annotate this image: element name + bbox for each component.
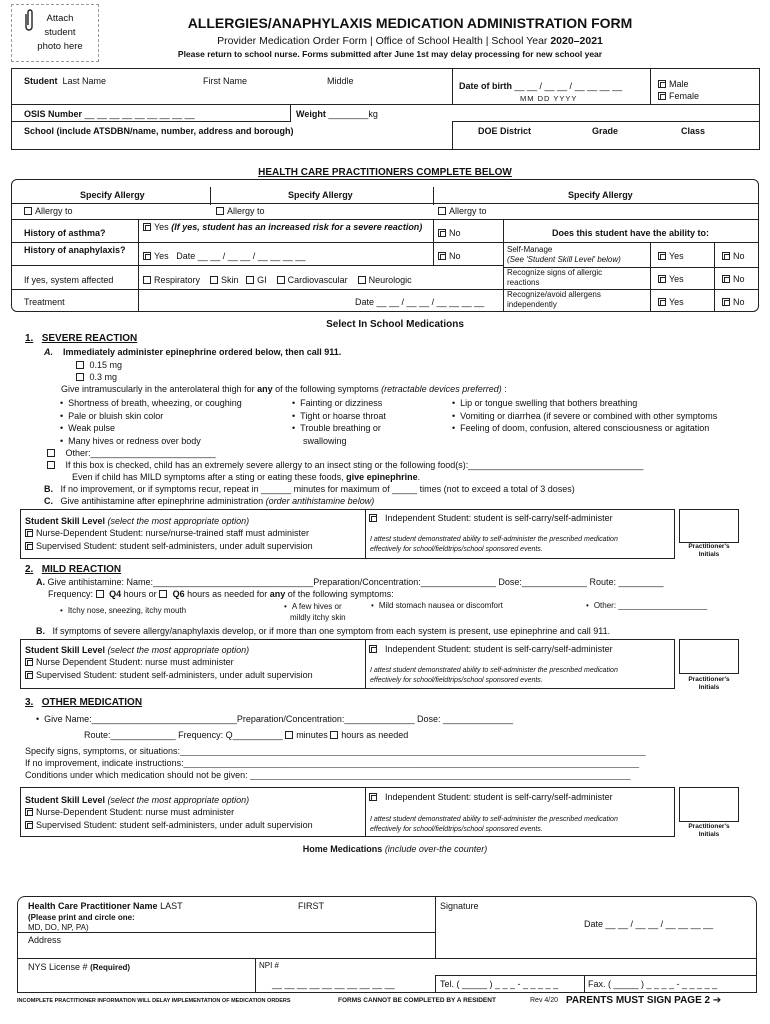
initials-box-2[interactable]	[679, 639, 739, 674]
anaph-label: History of anaphylaxis?	[24, 245, 126, 255]
initials-1	[672, 543, 746, 559]
skin-checkbox[interactable]	[210, 276, 218, 284]
severe-other-checkbox[interactable]	[47, 449, 55, 457]
skill-3-nurse[interactable]	[25, 807, 234, 817]
male-option[interactable]	[658, 78, 699, 90]
class-label[interactable]: Class	[681, 126, 706, 136]
hcp-header: HEALTH CARE PRACTITIONERS COMPLETE BELOW	[258, 167, 512, 178]
mild-b	[36, 626, 610, 636]
mild-b-label: B.	[36, 626, 45, 636]
mild-heading	[25, 564, 121, 575]
other-no-improve[interactable]: If no improvement, indicate instructions:___________________________________________________________________________________________	[25, 758, 640, 768]
skill-3-supervised[interactable]	[25, 820, 313, 830]
system-options	[143, 275, 412, 285]
severe-food-checkbox[interactable]	[47, 461, 55, 469]
severe-other[interactable]	[47, 448, 216, 458]
severe-symptoms-col2	[292, 397, 386, 447]
severe-a	[44, 347, 341, 357]
mild-sym-2	[284, 601, 346, 623]
skill-3-independent-label: Independent Student: student is self-carry/self-administer	[385, 792, 613, 802]
school-label[interactable]: School (include ATSDBN/name, number, address and borough)	[24, 126, 294, 136]
mild-num: 2.	[25, 564, 34, 575]
severe-food-text: If this box is checked, child has an extremely severe allergy to an insect sting or the following food(s):___________________________________	[65, 460, 644, 470]
neuro-checkbox[interactable]	[358, 276, 366, 284]
skill-2-independent-checkbox[interactable]	[369, 645, 377, 653]
initials-3-line1: Practitioner's	[688, 823, 730, 830]
mild-sym-3: • Mild stomach nausea or discomfort	[371, 601, 503, 610]
skill-3-nurse-checkbox[interactable]	[25, 808, 33, 816]
asthma-yes-checkbox[interactable]	[143, 223, 151, 231]
severe-b[interactable]	[44, 484, 575, 494]
gi-label: GI	[257, 275, 267, 285]
ability-2-no[interactable]	[722, 274, 745, 284]
skill-1-nurse[interactable]	[25, 528, 309, 538]
sym-pulse: • Weak pulse	[60, 422, 242, 435]
sym-pale: • Pale or bluish skin color	[60, 410, 242, 423]
give-any: any	[257, 384, 273, 394]
skill-1-label	[25, 516, 249, 526]
dob-format: MM DD YYYY	[520, 94, 578, 103]
mild-b-text: If symptoms of severe allergy/anaphylaxis develop, or if more than one symptom from each system is present, use epinephrine and call 911.	[52, 626, 611, 636]
specify-allergy-3: Specify Allergy	[568, 190, 633, 200]
allergy-to-1-label: Allergy to	[35, 206, 73, 216]
treatment-date[interactable]	[355, 297, 484, 307]
osis-label: OSIS Number	[24, 109, 83, 119]
initials-2	[672, 676, 746, 692]
skill-1-nurse-label: Nurse-Dependent Student: nurse/nurse-trained staff must administer	[36, 528, 309, 538]
home-meds[interactable]	[0, 844, 770, 854]
allergy-to-2-label: Allergy to	[227, 206, 265, 216]
skill-3-independent-checkbox[interactable]	[369, 793, 377, 801]
weight-unit: ________kg	[328, 109, 378, 119]
ability-3-yes-label: Yes	[669, 297, 684, 307]
cardio-checkbox[interactable]	[277, 276, 285, 284]
skill-2-title: Student Skill Level	[25, 645, 106, 655]
dose-03-label: 0.3 mg	[89, 372, 118, 382]
home-meds-label: Home Medications	[302, 844, 383, 854]
ability-3-line2: independently	[507, 300, 557, 309]
male-label: Male	[669, 79, 689, 89]
school-year: 2020–2021	[550, 35, 603, 47]
sym-lip: • Lip or tongue swelling that bothers breathing	[452, 397, 717, 410]
freq-3: of the following symptoms:	[285, 589, 394, 599]
osis-blank: __ __ __ __ __ __ __ __ __	[84, 109, 195, 119]
skill-3-supervised-label: Supervised Student: student self-administers, under adult supervision	[36, 820, 313, 830]
practitioner-name-label: Health Care Practitioner Name	[28, 901, 158, 911]
skill-2-note: (select the most appropriate option)	[107, 645, 250, 655]
initials-2-line1: Practitioner's	[688, 676, 730, 683]
photo-label-3: photo here	[37, 41, 83, 52]
weight-label: Weight	[296, 109, 326, 119]
sym-swallowing: swallowing	[303, 435, 347, 446]
skill-2-nurse-checkbox[interactable]	[25, 658, 33, 666]
practitioner-address[interactable]: Address	[28, 935, 62, 945]
q6-checkbox[interactable]	[159, 590, 167, 598]
tel-field[interactable]: Tel. ( _____ ) _ _ _ - _ _ _ _ _	[440, 979, 559, 989]
ability-recognize	[507, 268, 602, 288]
osis-field[interactable]	[24, 109, 195, 119]
practitioner-date-label: Date	[584, 919, 604, 929]
other-num: 3.	[25, 697, 34, 708]
severe-symptoms-col1	[60, 397, 242, 447]
sym-breath: • Shortness of breath, wheezing, or coughing	[60, 397, 242, 410]
asthma-no[interactable]	[438, 228, 461, 238]
ability-header: Does this student have the ability to:	[552, 228, 710, 238]
photo-label	[30, 12, 90, 54]
severe-c-text-2: (order antihistamine below)	[265, 496, 375, 506]
mild-sym-4: • Other: ____________________	[586, 601, 707, 610]
practitioner-date-blank: __ __ / __ __ / __ __ __ __	[605, 919, 714, 929]
grade-label[interactable]: Grade	[592, 126, 619, 136]
system-skin[interactable]	[210, 275, 239, 285]
skill-1-supervised[interactable]	[25, 541, 313, 551]
female-option[interactable]	[658, 90, 699, 102]
treatment-label[interactable]: Treatment	[24, 297, 65, 307]
form-title: ALLERGIES/ANAPHYLAXIS MEDICATION ADMINISTRATION FORM	[187, 15, 633, 31]
severe-b-text: If no improvement, or if symptoms recur, repeat in ______ minutes for maximum of _____ times (not to exceed a total of 3 doses)	[60, 484, 575, 494]
ability-3-no-label: No	[733, 297, 745, 307]
skill-2-supervised-label: Supervised Student: student self-administers, under adult supervision	[36, 670, 313, 680]
severe-num: 1.	[25, 333, 34, 344]
dose-015[interactable]	[76, 360, 122, 370]
sym-fainting: • Fainting or dizziness	[292, 397, 386, 410]
female-label: Female	[669, 91, 700, 101]
severe-a-text: Immediately administer epinephrine ordered below, then call 911.	[63, 347, 342, 357]
treatment-date-blank: __ __ / __ __ / __ __ __ __	[376, 297, 485, 307]
sym-hives: • Many hives or redness over body	[60, 435, 242, 448]
ability-2-no-label: No	[733, 274, 745, 284]
dose-015-label: 0.15 mg	[89, 360, 123, 370]
subtitle-text: Provider Medication Order Form | Office of School Health | School Year	[217, 35, 551, 47]
severe-even-if	[72, 472, 420, 482]
ability-2-yes[interactable]	[658, 274, 684, 284]
mild-a-text: Give antihistamine: Name:________________________________Preparation/Concentration:_______________ Dose:_____________ Route: _________	[47, 577, 664, 587]
dose-03[interactable]	[76, 372, 117, 382]
neuro-label: Neurologic	[368, 275, 412, 285]
anaph-yes-checkbox[interactable]	[143, 252, 151, 260]
student-name-row	[24, 76, 106, 86]
license-required: (Required)	[90, 963, 131, 972]
skill-3-independent[interactable]	[369, 792, 613, 802]
severe-other-label: Other:_________________________	[65, 448, 216, 458]
even-if-2: give epinephrine	[346, 472, 418, 482]
allergy-to-3[interactable]	[438, 206, 487, 216]
npi-label[interactable]: NPI #	[259, 961, 280, 970]
ability-2-yes-checkbox[interactable]	[658, 275, 666, 283]
skill-2-independent[interactable]	[369, 644, 613, 654]
severe-a-label: A.	[44, 347, 53, 357]
form-subtitle	[150, 35, 670, 47]
gi-checkbox[interactable]	[246, 276, 254, 284]
anaph-no[interactable]	[438, 251, 461, 261]
skill-1-attest: I attest student demonstrated ability to self-administer the prescribed medication effectively for school/fieldtrips/school sponsored events.	[370, 536, 618, 553]
ability-1-line2: (See 'Student Skill Level' below)	[507, 255, 621, 264]
q4-checkbox[interactable]	[96, 590, 104, 598]
give-colon: :	[501, 384, 507, 394]
allergy-to-3-label: Allergy to	[449, 206, 487, 216]
mild-title: MILD REACTION	[41, 564, 122, 575]
severe-food[interactable]	[47, 460, 643, 470]
dob-field[interactable]	[459, 81, 622, 91]
ability-2-yes-label: Yes	[669, 274, 684, 284]
form-notice: Please return to school nurse. Forms submitted after June 1st may delay processing for new school year	[177, 49, 603, 59]
ability-1-no[interactable]	[722, 251, 745, 261]
ability-1-yes[interactable]	[658, 251, 684, 261]
skill-3-note: (select the most appropriate option)	[107, 795, 250, 805]
give-intramuscular	[61, 384, 507, 394]
home-meds-note: (include over-the counter)	[384, 844, 488, 854]
allergy-1-checkbox[interactable]	[24, 207, 32, 215]
dose-015-checkbox[interactable]	[76, 361, 84, 369]
skill-1-nurse-checkbox[interactable]	[25, 529, 33, 537]
ability-1-yes-checkbox[interactable]	[658, 252, 666, 260]
mild-a[interactable]	[36, 577, 664, 587]
hours-checkbox[interactable]	[330, 731, 338, 739]
practitioner-last: LAST	[160, 901, 183, 911]
mild-a-label: A.	[36, 577, 45, 587]
mild-sym-2b: mildly itchy skin	[290, 613, 346, 622]
q6-label: Q6	[172, 589, 185, 599]
ability-3-yes[interactable]	[658, 297, 684, 307]
severe-title: SEVERE REACTION	[41, 333, 138, 344]
severe-b-label: B.	[44, 484, 53, 494]
anaph-no-checkbox[interactable]	[438, 252, 446, 260]
license-field[interactable]	[28, 962, 130, 972]
anaph-date-blank: __ __ / __ __ / __ __ __ __	[197, 251, 306, 261]
other-signs[interactable]: Specify signs, symptoms, or situations:_____________________________________________________________________________________________	[25, 746, 646, 756]
dob-label: Date of birth	[459, 81, 512, 91]
system-neuro[interactable]	[358, 275, 412, 285]
freq-any: any	[269, 589, 286, 599]
treatment-date-label: Date	[355, 297, 375, 307]
skill-2-label	[25, 645, 249, 655]
select-meds-heading: Select In School Medications	[326, 319, 464, 330]
minutes-label: minutes	[296, 730, 328, 740]
initials-1-line2: Initials	[698, 551, 720, 558]
ability-2-line2: reactions	[507, 278, 540, 287]
female-checkbox[interactable]	[658, 92, 666, 100]
allergy-to-1[interactable]	[24, 206, 73, 216]
ability-2-no-checkbox[interactable]	[722, 275, 730, 283]
initials-2-line2: Initials	[698, 684, 720, 691]
specify-allergy-2: Specify Allergy	[288, 190, 353, 200]
skill-2-independent-label: Independent Student: student is self-carry/self-administer	[385, 644, 613, 654]
sym-vomit: • Vomiting or diarrhea (if severe or combined with other symptoms	[452, 410, 717, 423]
skill-2-nurse-label: Nurse Dependent Student: nurse must administer	[36, 657, 234, 667]
skill-3-label	[25, 795, 249, 805]
skin-label: Skin	[221, 275, 239, 285]
ability-3-no-checkbox[interactable]	[722, 298, 730, 306]
respiratory-checkbox[interactable]	[143, 276, 151, 284]
skill-1-note: (select the most appropriate option)	[107, 516, 250, 526]
skill-1-independent-checkbox[interactable]	[369, 514, 377, 522]
fax-field[interactable]: Fax. ( _____ ) _ _ _ _ - _ _ _ _ _	[588, 979, 718, 989]
first-name-label[interactable]: First Name	[203, 76, 248, 86]
respiratory-label: Respiratory	[154, 275, 201, 285]
initials-box-3[interactable]	[679, 787, 739, 822]
system-label: If yes, system affected	[24, 275, 114, 285]
asthma-yes-label: Yes	[154, 222, 169, 232]
freq-2: hours as needed for	[184, 589, 270, 599]
skill-3-title: Student Skill Level	[25, 795, 106, 805]
practitioner-first[interactable]: FIRST	[298, 901, 324, 911]
footer-left: INCOMPLETE PRACTITIONER INFORMATION WILL DELAY IMPLEMENTATION OF MEDICATION ORDERS	[17, 998, 291, 1004]
severe-heading	[25, 333, 137, 344]
other-route[interactable]	[84, 730, 408, 740]
skill-3-nurse-label: Nurse-Dependent Student: nurse must administer	[36, 807, 235, 817]
q4-label: Q4	[109, 589, 122, 599]
system-cardio[interactable]	[277, 275, 348, 285]
initials-1-line1: Practitioner's	[688, 543, 730, 550]
freq-label: Frequency:	[48, 589, 94, 599]
practitioner-date[interactable]	[584, 919, 713, 929]
footer-sign: PARENTS MUST SIGN PAGE 2 ➔	[566, 995, 722, 1006]
freq-hours-or: hours or	[121, 589, 160, 599]
anaph-yes[interactable]	[143, 251, 305, 261]
other-title: OTHER MEDICATION	[41, 697, 143, 708]
mild-frequency[interactable]	[48, 589, 394, 599]
skill-1-independent[interactable]	[369, 513, 613, 523]
even-if-3: .	[417, 472, 421, 482]
practitioner-signature[interactable]: Signature	[440, 901, 479, 911]
other-route-text: Route:_____________ Frequency: Q__________	[84, 730, 283, 740]
asthma-yes-note: (If yes, student has an increased risk for a severe reaction)	[171, 222, 423, 232]
other-heading	[25, 697, 142, 708]
ability-1-no-checkbox[interactable]	[722, 252, 730, 260]
male-checkbox[interactable]	[658, 80, 666, 88]
allergy-2-checkbox[interactable]	[216, 207, 224, 215]
severe-c	[44, 496, 374, 506]
practitioner-degrees[interactable]: MD, DO, NP, PA)	[28, 923, 89, 932]
last-name-label[interactable]: Last Name	[62, 76, 107, 86]
give-text-2: of the following symptoms	[272, 384, 382, 394]
skill-1-supervised-checkbox[interactable]	[25, 542, 33, 550]
ability-self-manage	[507, 245, 621, 265]
mild-sym-1: • Itchy nose, sneezing, itchy mouth	[60, 606, 186, 615]
skill-1-supervised-label: Supervised Student: student self-administers, under adult supervision	[36, 541, 313, 551]
anaph-date-label: Date	[176, 251, 196, 261]
footer-middle: FORMS CANNOT BE COMPLETED BY A RESIDENT	[338, 997, 496, 1004]
skill-2-supervised[interactable]	[25, 670, 313, 680]
footer-rev: Rev 4/20	[530, 997, 559, 1004]
ability-3-line1: Recognize/avoid allergens	[507, 290, 601, 299]
minutes-checkbox[interactable]	[285, 731, 293, 739]
sym-trouble: • Trouble breathing or	[292, 422, 386, 435]
severe-symptoms-col3	[452, 397, 717, 435]
specify-allergy-1: Specify Allergy	[80, 190, 145, 200]
allergy-to-2[interactable]	[216, 206, 265, 216]
hours-label: hours as needed	[341, 730, 409, 740]
allergy-3-checkbox[interactable]	[438, 207, 446, 215]
even-if-1: Even if child has MILD symptoms after a sting or eating these foods,	[72, 472, 347, 482]
cardio-label: Cardiovascular	[287, 275, 348, 285]
ability-1-line1: Self-Manage	[507, 245, 553, 254]
middle-label[interactable]: Middle	[327, 76, 354, 86]
initials-3-line2: Initials	[698, 831, 720, 838]
initials-box-1[interactable]	[679, 509, 739, 543]
sym-doom: • Feeling of doom, confusion, altered consciousness or agitation	[452, 422, 717, 435]
practitioner-name[interactable]	[28, 901, 183, 911]
anaph-yes-label: Yes	[154, 251, 169, 261]
skill-3-attest: I attest student demonstrated ability to self-administer the prescribed medication effectively for school/fieldtrips/school sponsored events.	[370, 816, 618, 833]
doe-district-label[interactable]: DOE District	[478, 126, 532, 136]
skill-2-nurse[interactable]	[25, 657, 234, 667]
sym-throat: • Tight or hoarse throat	[292, 410, 386, 423]
ability-1-no-label: No	[733, 251, 745, 261]
skill-2-attest: I attest student demonstrated ability to self-administer the prescribed medication effectively for school/fieldtrips/school sponsored events.	[370, 667, 618, 684]
severe-c-label: C.	[44, 496, 53, 506]
give-text-1: Give intramuscularly in the anterolateral thigh for	[61, 384, 258, 394]
asthma-no-checkbox[interactable]	[438, 229, 446, 237]
skill-1-title: Student Skill Level	[25, 516, 106, 526]
photo-label-2: student	[44, 27, 76, 38]
ability-avoid	[507, 290, 601, 310]
dose-03-checkbox[interactable]	[76, 373, 84, 381]
student-label: Student	[24, 76, 58, 86]
ability-1-yes-label: Yes	[669, 251, 684, 261]
asthma-no-label: No	[449, 228, 461, 238]
license-label: NYS License #	[28, 962, 88, 972]
other-conditions[interactable]: Conditions under which medication should not be given: ____________________________________________________________________________	[25, 770, 631, 780]
anaph-no-label: No	[449, 251, 461, 261]
dob-blank: __ __ / __ __ / __ __ __ __	[514, 81, 623, 91]
skill-1-independent-label: Independent Student: student is self-carry/self-administer	[385, 513, 613, 523]
mild-sym-2a: • A few hives or	[284, 601, 346, 612]
photo-label-1: Attach	[46, 13, 74, 24]
system-respiratory[interactable]	[143, 275, 200, 285]
weight-field[interactable]	[296, 109, 378, 119]
ability-3-no[interactable]	[722, 297, 745, 307]
asthma-label: History of asthma?	[24, 228, 106, 238]
initials-3	[672, 823, 746, 839]
ability-2-line1: Recognize signs of allergic	[507, 268, 603, 277]
practitioner-print-note: (Please print and circle one:	[28, 913, 135, 922]
npi-blank: __ __ __ __ __ __ __ __ __ __	[272, 979, 395, 989]
skill-2-supervised-checkbox[interactable]	[25, 671, 33, 679]
other-give[interactable]: • Give Name:_____________________________Preparation/Concentration:______________ Dose: ______________	[36, 714, 513, 724]
severe-c-text-1: Give antihistamine after epinephrine administration	[60, 496, 266, 506]
give-retract: (retractable devices preferred)	[381, 384, 502, 394]
ability-3-yes-checkbox[interactable]	[658, 298, 666, 306]
system-gi[interactable]	[246, 275, 267, 285]
asthma-yes[interactable]	[143, 222, 433, 233]
skill-3-supervised-checkbox[interactable]	[25, 821, 33, 829]
